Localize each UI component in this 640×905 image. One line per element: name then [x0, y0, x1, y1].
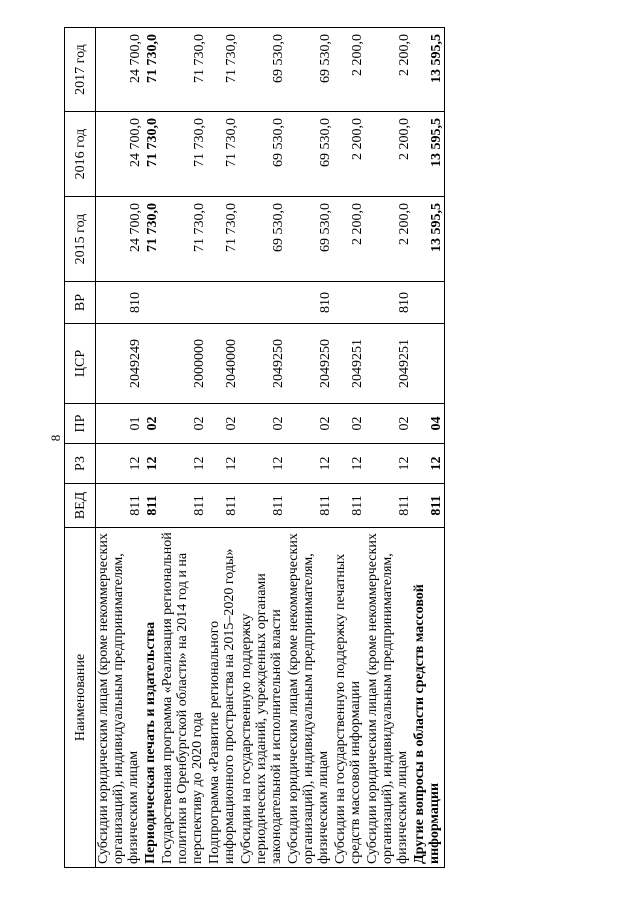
cell-y2015: 2 200,0: [365, 197, 412, 282]
cell-csr: 2000000: [160, 324, 207, 404]
cell-y2015: 24 700,0: [96, 197, 144, 282]
table-row: [96, 28, 144, 868]
cell-vr: 810: [365, 282, 412, 324]
cell-pr: 02: [286, 404, 333, 444]
cell-rz: 12: [239, 444, 286, 484]
cell-vr: [333, 282, 365, 324]
cell-y2016: 2 200,0: [365, 112, 412, 197]
cell-y2016: 13 595,5: [412, 112, 445, 197]
cell-name: Подпрограмма «Развитие регионального информационного пространства на 2015–2020 годы»: [207, 528, 239, 868]
table-row: [286, 28, 333, 868]
cell-csr: 2049251: [365, 324, 412, 404]
cell-pr: 02: [143, 404, 160, 444]
table-row: [143, 28, 160, 868]
cell-rz: 12: [143, 444, 160, 484]
cell-rz: 12: [286, 444, 333, 484]
cell-ved: 811: [207, 484, 239, 528]
header-vr: ВР: [65, 282, 96, 324]
table-row: [365, 28, 412, 868]
header-rz: РЗ: [65, 444, 96, 484]
cell-vr: 810: [286, 282, 333, 324]
cell-pr: 02: [333, 404, 365, 444]
table-row: [160, 28, 207, 868]
cell-name: Субсидии юридическим лицам (кроме некоммерческих организаций), индивидуальным предпринимателям, физическим лицам: [96, 528, 144, 868]
cell-y2015: 13 595,5: [412, 197, 445, 282]
cell-y2017: 2 200,0: [365, 28, 412, 112]
cell-ved: 811: [143, 484, 160, 528]
cell-y2017: 69 530,0: [286, 28, 333, 112]
cell-y2017: 13 595,5: [412, 28, 445, 112]
rotated-page: [64, 28, 604, 868]
cell-ved: 811: [412, 484, 445, 528]
cell-vr: [239, 282, 286, 324]
cell-csr: [412, 324, 445, 404]
cell-vr: [207, 282, 239, 324]
cell-name: Субсидии на государственную поддержку периодических изданий, учрежденных органами законодательной и исполнительной власти: [239, 528, 286, 868]
cell-pr: 01: [96, 404, 144, 444]
header-csr: ЦСР: [65, 324, 96, 404]
cell-y2017: 2 200,0: [333, 28, 365, 112]
cell-y2015: 71 730,0: [160, 197, 207, 282]
cell-y2016: 69 530,0: [286, 112, 333, 197]
cell-y2016: 69 530,0: [239, 112, 286, 197]
cell-pr: 02: [365, 404, 412, 444]
cell-name: Субсидии юридическим лицам (кроме некоммерческих организаций), индивидуальным предпринимателям, физическим лицам: [286, 528, 333, 868]
cell-y2015: 71 730,0: [143, 197, 160, 282]
header-ved: ВЕД: [65, 484, 96, 528]
cell-y2015: 69 530,0: [286, 197, 333, 282]
cell-y2015: 2 200,0: [333, 197, 365, 282]
cell-ved: 811: [333, 484, 365, 528]
header-2016: 2016 год: [65, 112, 96, 197]
header-2017: 2017 год: [65, 28, 96, 112]
table-row: [239, 28, 286, 868]
cell-y2016: 24 700,0: [96, 112, 144, 197]
cell-vr: [412, 282, 445, 324]
cell-csr: 2049249: [96, 324, 144, 404]
table-header: [65, 28, 96, 868]
cell-y2016: 71 730,0: [143, 112, 160, 197]
cell-vr: [160, 282, 207, 324]
cell-name: Государственная программа «Реализация региональной политики в Оренбургской области» на 2014 год и на перспективу до 2020 года: [160, 528, 207, 868]
cell-csr: 2049250: [239, 324, 286, 404]
cell-ved: 811: [160, 484, 207, 528]
cell-y2017: 71 730,0: [160, 28, 207, 112]
header-pr: ПР: [65, 404, 96, 444]
cell-ved: 811: [365, 484, 412, 528]
cell-ved: 811: [96, 484, 144, 528]
cell-vr: [143, 282, 160, 324]
cell-csr: 2049250: [286, 324, 333, 404]
table-row: [207, 28, 239, 868]
table-body: [96, 28, 445, 868]
cell-csr: [143, 324, 160, 404]
cell-rz: 12: [96, 444, 144, 484]
cell-y2017: 71 730,0: [207, 28, 239, 112]
cell-y2016: 71 730,0: [160, 112, 207, 197]
table-row: [333, 28, 365, 868]
header-2015: 2015 год: [65, 197, 96, 282]
cell-y2016: 2 200,0: [333, 112, 365, 197]
page-number: 8: [48, 434, 63, 442]
cell-rz: 12: [160, 444, 207, 484]
cell-rz: 12: [412, 444, 445, 484]
cell-pr: 02: [160, 404, 207, 444]
cell-y2017: 24 700,0: [96, 28, 144, 112]
cell-name: Субсидии на государственную поддержку печатных средств массовой информации: [333, 528, 365, 868]
cell-rz: 12: [333, 444, 365, 484]
cell-csr: 2049251: [333, 324, 365, 404]
cell-csr: 2040000: [207, 324, 239, 404]
header-name: Наименование: [65, 528, 96, 868]
cell-ved: 811: [286, 484, 333, 528]
cell-y2015: 69 530,0: [239, 197, 286, 282]
cell-name: Другие вопросы в области средств массовой информации: [412, 528, 445, 868]
budget-table: [64, 27, 445, 868]
cell-name: Периодическая печать и издательства: [143, 528, 160, 868]
cell-rz: 12: [207, 444, 239, 484]
cell-y2015: 71 730,0: [207, 197, 239, 282]
cell-pr: 04: [412, 404, 445, 444]
cell-pr: 02: [207, 404, 239, 444]
cell-rz: 12: [365, 444, 412, 484]
cell-y2017: 71 730,0: [143, 28, 160, 112]
cell-ved: 811: [239, 484, 286, 528]
cell-name: Субсидии юридическим лицам (кроме некоммерческих организаций), индивидуальным предпринимателям, физическим лицам: [365, 528, 412, 868]
cell-y2017: 69 530,0: [239, 28, 286, 112]
table-row: [412, 28, 445, 868]
cell-pr: 02: [239, 404, 286, 444]
cell-y2016: 71 730,0: [207, 112, 239, 197]
cell-vr: 810: [96, 282, 144, 324]
